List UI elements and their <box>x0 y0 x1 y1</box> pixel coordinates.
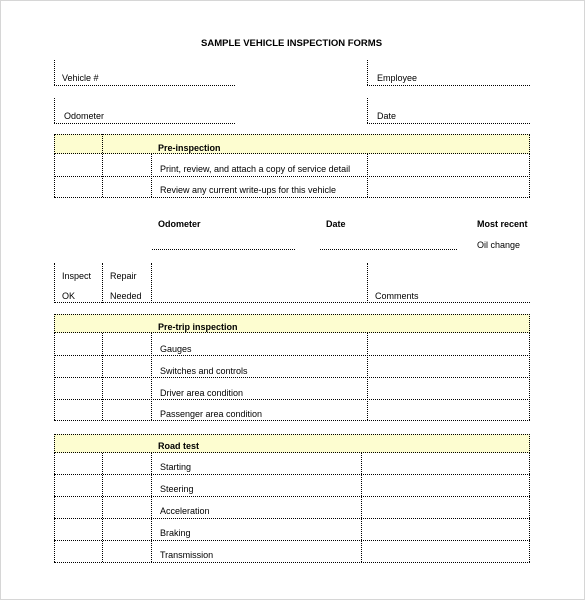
row-line <box>54 302 530 303</box>
col-line <box>367 154 368 197</box>
list-item: Print, review, and attach a copy of service detail <box>160 164 351 174</box>
needed-label: Needed <box>110 291 142 301</box>
vehicle-field[interactable] <box>54 85 235 86</box>
row-line <box>54 377 530 378</box>
col-line <box>151 154 152 197</box>
row-line <box>54 540 530 541</box>
col-line <box>54 333 55 420</box>
col-line <box>529 333 530 420</box>
ok-label: OK <box>62 291 76 301</box>
divider <box>367 60 368 85</box>
divider <box>54 60 55 85</box>
col-line <box>54 263 55 303</box>
inspect-label: Inspect <box>62 271 92 281</box>
col-line <box>102 134 103 197</box>
col-line <box>529 453 530 562</box>
row-line <box>54 518 530 519</box>
section-header <box>54 134 530 154</box>
list-item: Passenger area condition <box>160 409 263 419</box>
date-heading: Date <box>326 219 346 229</box>
date-entry-field[interactable] <box>320 249 457 250</box>
most-recent-heading: Most recent <box>477 219 528 229</box>
odometer-field[interactable] <box>54 123 235 124</box>
col-line <box>367 333 368 420</box>
col-line <box>54 154 55 197</box>
row-line <box>54 420 530 421</box>
date-label: Date <box>377 111 397 121</box>
col-line <box>361 453 362 562</box>
oil-change-label: Oil change <box>477 240 521 250</box>
list-item: Review any current write-ups for this vehicle <box>160 185 337 195</box>
employee-field[interactable] <box>367 85 530 86</box>
comments-label: Comments <box>375 291 419 301</box>
date-field[interactable] <box>367 123 530 124</box>
list-item: Transmission <box>160 550 214 560</box>
col-line <box>367 263 368 303</box>
row-line <box>54 562 530 563</box>
divider <box>54 98 55 123</box>
col-line <box>151 453 152 562</box>
form-title: SAMPLE VEHICLE INSPECTION FORMS <box>201 38 383 49</box>
road-test-header: Road test <box>158 441 200 451</box>
list-item: Braking <box>160 528 191 538</box>
list-item: Gauges <box>160 344 192 354</box>
employee-label: Employee <box>377 73 418 83</box>
section-header <box>54 434 530 453</box>
pre-trip-header: Pre-trip inspection <box>158 322 238 332</box>
col-line <box>529 154 530 197</box>
odometer-reading-field[interactable] <box>152 249 295 250</box>
col-line <box>102 333 103 420</box>
list-item: Driver area condition <box>160 388 244 398</box>
col-line <box>102 263 103 303</box>
repair-label: Repair <box>110 271 137 281</box>
section-header <box>54 314 530 333</box>
row-line <box>54 399 530 400</box>
odometer-heading: Odometer <box>158 219 201 229</box>
row-line <box>54 355 530 356</box>
odometer-label: Odometer <box>64 111 105 121</box>
list-item: Switches and controls <box>160 366 248 376</box>
row-line <box>54 496 530 497</box>
vehicle-label: Vehicle # <box>62 73 99 83</box>
list-item: Acceleration <box>160 506 210 516</box>
row-line <box>54 474 530 475</box>
divider <box>367 98 368 123</box>
pre-inspection-header: Pre-inspection <box>158 143 221 153</box>
list-item: Starting <box>160 462 192 472</box>
row-line <box>54 176 530 177</box>
list-item: Steering <box>160 484 194 494</box>
col-line <box>151 263 152 303</box>
col-line <box>102 453 103 562</box>
col-line <box>151 333 152 420</box>
row-line <box>54 197 530 198</box>
col-line <box>54 453 55 562</box>
